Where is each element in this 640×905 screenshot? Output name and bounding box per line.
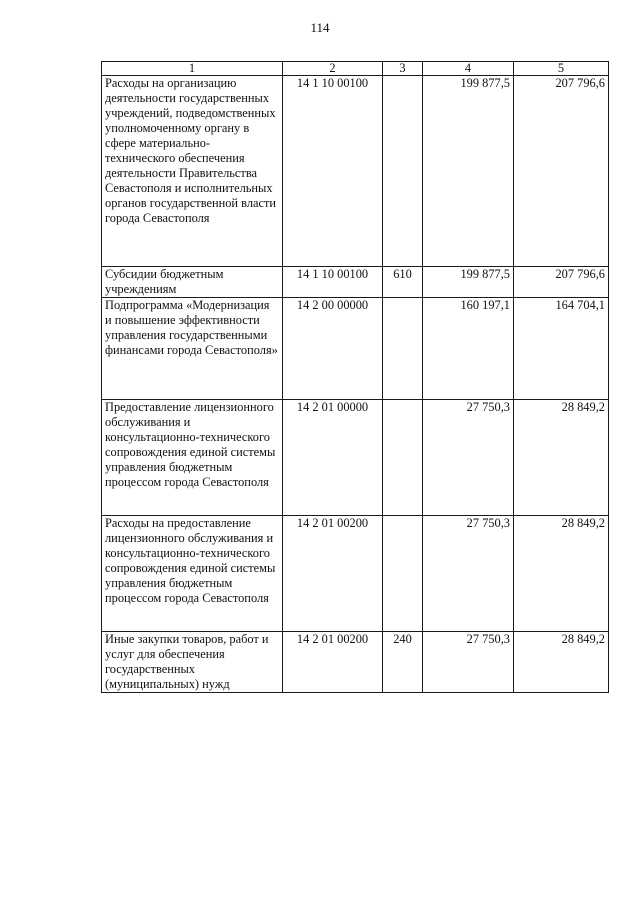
row-name-cell: Субсидии бюджетным учреждениям: [102, 267, 283, 298]
row-value-1-cell: 199 877,5: [423, 76, 514, 267]
row-value-2-cell: 207 796,6: [514, 76, 609, 267]
row-value-2-cell: 28 849,2: [514, 400, 609, 516]
row-value-2-cell: 28 849,2: [514, 516, 609, 632]
table-row: [102, 516, 609, 632]
table-row: [102, 267, 609, 298]
row-value-2-cell: 207 796,6: [514, 267, 609, 298]
row-value-1-cell: 27 750,3: [423, 632, 514, 693]
table-row: [102, 76, 609, 267]
row-type-cell: 610: [383, 267, 423, 298]
row-value-1-cell: 199 877,5: [423, 267, 514, 298]
table-header-row: [102, 62, 609, 76]
row-value-2-cell: 164 704,1: [514, 298, 609, 400]
row-value-2-cell: 28 849,2: [514, 632, 609, 693]
row-name-cell: Расходы на предоставление лицензионного обслуживания и консультационно-технического сопровождения единой системы управления бюджетным процессом города Севастополя: [102, 516, 283, 632]
row-code-cell: 14 1 10 00100: [283, 76, 383, 267]
row-code-cell: 14 2 01 00200: [283, 632, 383, 693]
row-name-cell: Иные закупки товаров, работ и услуг для обеспечения государственных (муниципальных) нужд: [102, 632, 283, 693]
row-type-cell: [383, 298, 423, 400]
row-value-1-cell: 27 750,3: [423, 400, 514, 516]
row-type-cell: [383, 400, 423, 516]
budget-table: [101, 61, 609, 693]
header-col-4: 4: [423, 62, 514, 76]
page-number: 114: [310, 20, 330, 35]
header-col-5: 5: [514, 62, 609, 76]
header-col-1: 1: [102, 62, 283, 76]
row-code-cell: 14 2 00 00000: [283, 298, 383, 400]
row-code-cell: 14 1 10 00100: [283, 267, 383, 298]
table-row: [102, 632, 609, 693]
row-type-cell: [383, 76, 423, 267]
row-name-cell: Расходы на организацию деятельности государственных учреждений, подведомственных уполномоченному органу в сфере материально-технического обеспечения деятельности Правительства Севастополя и исполнительных органов государственной власти города Севастополя: [102, 76, 283, 267]
table-row: [102, 400, 609, 516]
table-row: [102, 298, 609, 400]
row-value-1-cell: 27 750,3: [423, 516, 514, 632]
row-type-cell: [383, 516, 423, 632]
header-col-3: 3: [383, 62, 423, 76]
row-name-cell: Подпрограмма «Модернизация и повышение эффективности управления государственными финансами города Севастополя»: [102, 298, 283, 400]
header-col-2: 2: [283, 62, 383, 76]
row-type-cell: 240: [383, 632, 423, 693]
row-code-cell: 14 2 01 00000: [283, 400, 383, 516]
row-name-cell: Предоставление лицензионного обслуживания и консультационно-технического сопровождения единой системы управления бюджетным процессом города Севастополя: [102, 400, 283, 516]
row-value-1-cell: 160 197,1: [423, 298, 514, 400]
row-code-cell: 14 2 01 00200: [283, 516, 383, 632]
